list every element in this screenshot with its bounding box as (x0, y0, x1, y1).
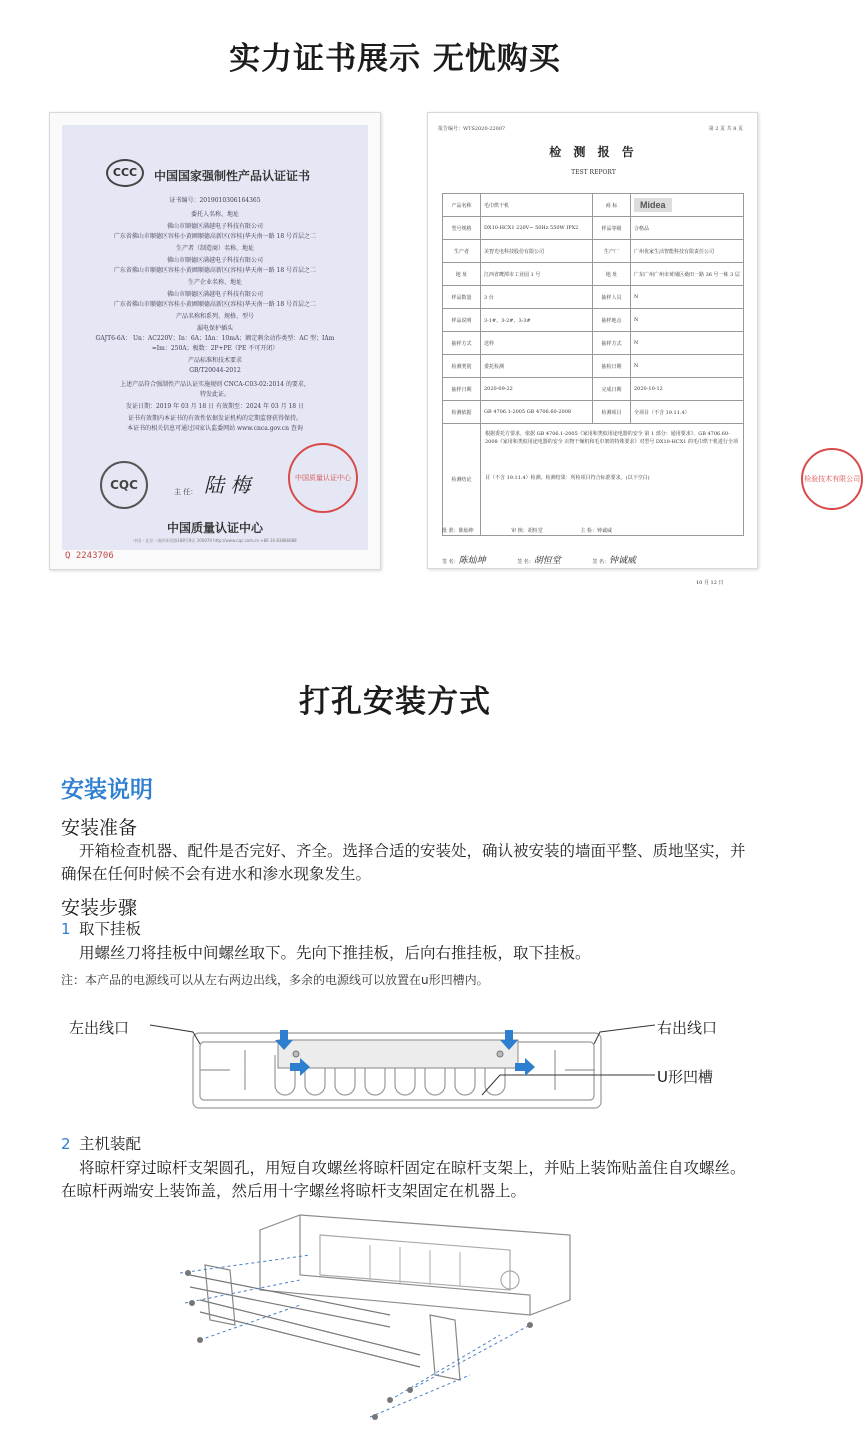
approve-label: 批 准： (442, 528, 459, 534)
certificate-line: 广东省佛山市顺德区容桂小黄圃顺德高新区(容桂)华天南一路 18 号首层之二 (113, 267, 317, 274)
certificate-paper (62, 125, 368, 550)
certificate-line: GB/T20044-2012 (189, 367, 241, 374)
step1-title: 取下挂板 (79, 920, 142, 938)
prep-text: 开箱检查机器、配件是否完好、齐全。选择合适的安装处，确认被安装的墙面平整、质地坚实，并确保在任何时候不会有进水和渗水现象发生。 (61, 842, 746, 883)
install-note: 注：本产品的电源线可以从左右两边出线，多余的电源线可以放置在u形凹槽内。 (61, 973, 489, 987)
review-name: 胡恒堂 (527, 528, 543, 534)
ccc-certificate-image (49, 112, 381, 570)
report-row (443, 401, 744, 424)
certificate-line: 产品标准和技术要求 (187, 357, 242, 364)
report-field-label: 样品等级 (593, 217, 631, 240)
approve-name: 陈灿坤 (458, 528, 474, 534)
main-name: 钟诚威 (597, 528, 613, 534)
brand-logo: Midea (634, 198, 672, 212)
certificate-serial: Q 2243706 (65, 551, 114, 561)
certificate-line: GAJT6-6A： Un：AC220V；In：6A；IΔn：10mA；额定剩余动作类型：AC 型；IΔm (95, 335, 335, 342)
report-field-label: 地 址 (443, 263, 481, 286)
callout-right-outlet: 右出线口 (657, 1019, 718, 1037)
report-field-value (631, 194, 744, 217)
report-field-label: 抽检日期 (593, 355, 631, 378)
report-number: 报告编号：WTS2020-22007 (438, 126, 506, 132)
steps-heading: 安装步骤 (61, 897, 138, 919)
assembly-diagram (170, 1205, 590, 1427)
certificate-line: 生产者（制造商）名称、地址 (175, 245, 254, 252)
report-row (443, 263, 744, 286)
certificate-footer: 中国・北京・南四环西路188号9区 100070 http://www.cqc.com.cn +86 10 83886688 (133, 538, 297, 543)
report-field-value: 合格品 (631, 217, 744, 240)
report-field-label: 产品名称 (443, 194, 481, 217)
report-field-value: 3 台 (481, 286, 593, 309)
report-row (443, 286, 744, 309)
certificate-line: =Im：250A；极数：2P+PE（PE 不可开闭） (151, 345, 279, 352)
report-field-label: 商 标 (593, 194, 631, 217)
report-field-value: 广州优家生活智能科技有限责任公司 (631, 240, 744, 263)
prep-heading: 安装准备 (61, 817, 138, 839)
report-row (443, 378, 744, 401)
leader-right (594, 1025, 655, 1044)
report-field-value: 委托检测 (481, 355, 593, 378)
report-field-value: 送样 (481, 332, 593, 355)
certificate-line: 佛山市顺德区满越电子科技有限公司 (166, 257, 263, 264)
certificate-line: 发证日期：2019 年 03 月 18 日 有效期至：2024 年 03 月 18 日 (125, 403, 305, 410)
certificate-line: 广东省佛山市顺德区容桂小黄圃顺德高新区(容桂)华天南一路 18 号首层之二 (113, 301, 317, 308)
report-field-label: 地 址 (593, 263, 631, 286)
step2-title: 主机装配 (79, 1135, 142, 1153)
report-field-value: 毛巾烘干机 (481, 194, 593, 217)
signature-1: 陈灿坤 (458, 556, 486, 566)
report-field-value: DX10-HCX1 220V~ 50Hz 550W IPX2 (481, 217, 593, 240)
screw-icon (185, 1270, 191, 1276)
rod-bracket-right (430, 1315, 460, 1380)
main-label: 主 检： (580, 528, 597, 534)
certificate-title: 中国国家强制性产品认证证书 (154, 169, 311, 183)
report-field-value: 3-1#、3-2#、3-3# (481, 309, 593, 332)
screw-icon (407, 1387, 413, 1393)
report-field-label: 样品数量 (443, 286, 481, 309)
certificate-line: 本证书的相关信息可通过国家认监委网站 www.cnca.gov.cn 查询 (127, 425, 303, 432)
report-field-label: 抽样方式 (593, 332, 631, 355)
sign-label-3: 签 名： (592, 559, 609, 565)
heater-body (260, 1215, 570, 1315)
report-title: 检 测 报 告 (549, 145, 638, 159)
report-date: 10 月 12 日 (696, 579, 724, 586)
step1-text: 用螺丝刀将挂板中间螺丝取下。先向下推挂板，后向右推挂板，取下挂板。 (79, 944, 591, 962)
report-field-label: 抽样方式 (443, 332, 481, 355)
signature-2: 胡恒堂 (533, 556, 561, 566)
report-field-value: 广东广州广州市黄埔区桑田一路 36 号一栋 3 层 (631, 263, 744, 286)
issuing-organization: 中国质量认证中心 (166, 521, 263, 535)
section-title-certificates: 实力证书展示 无忧购买 (229, 41, 561, 77)
certificate-line: 佛山市顺德区满越电子科技有限公司 (166, 291, 263, 298)
certificate-line: 证书有效期内本证书的有效性依据发证机构的定期监督获得保持。 (127, 415, 302, 422)
report-field-value: 2020-10-12 (631, 378, 744, 401)
report-field-value: 江西省鹰潭市工业园 1 号 (481, 263, 593, 286)
signature-3: 钟诚威 (609, 556, 637, 566)
report-field-label: 生产者 (443, 240, 481, 263)
screw-icon (527, 1322, 533, 1328)
certificate-line: 委托人名称、地址 (190, 211, 239, 218)
report-page: 第 2 页 共 8 页 (708, 126, 743, 132)
wall-plate-diagram (0, 1010, 790, 1120)
report-field-value: N (631, 355, 744, 378)
install-heading: 安装说明 (61, 777, 153, 803)
screw-icon (387, 1397, 393, 1403)
screw-icon (372, 1414, 378, 1420)
cqc-logo: CQC (100, 461, 148, 509)
report-field-label: 样品说明 (443, 309, 481, 332)
conclusion-text: 根据委托方要求，依据 GB 4706.1-2005《家用和类似用途电器的安全 第 1 部分：通用要求》、GB 4706.60-2008《家用和类似用途电器的安全 衣物干燥机和毛巾架的特殊要求》对型号 DX10-HCX1 的毛巾烘干机进行全项目（不含 19.11.4）检测。检测结果：所检项目符合标准要求。(以下空白) (485, 431, 739, 481)
director-label: 主 任： (174, 488, 198, 496)
approval-row (442, 527, 612, 534)
report-field-value: 全项目（不含 19.11.4） (631, 401, 744, 424)
conclusion-label: 检测结论 (443, 424, 481, 536)
report-subtitle: TEST REPORT (571, 169, 616, 176)
hanging-plate (278, 1040, 518, 1068)
certificate-seal: 中国质量认证中心 (288, 443, 358, 513)
report-field-label: 抽样地点 (593, 309, 631, 332)
sign-label-2: 签 名： (517, 559, 534, 565)
certificate-number: 证书编号：2019010306164365 (169, 197, 261, 204)
report-field-label: 检测项目 (593, 401, 631, 424)
certificate-line: 漏电保护插头 (196, 325, 233, 332)
director-signature: 陆 梅 (204, 473, 251, 497)
report-conclusion-row (443, 424, 744, 536)
leader-u (482, 1075, 655, 1095)
step2-number: 2 (61, 1135, 71, 1153)
report-field-value: N (631, 286, 744, 309)
report-field-label: 完成日期 (593, 378, 631, 401)
drying-rod-upper (190, 1275, 390, 1327)
report-row (443, 355, 744, 378)
report-field-label: 抽样日期 (443, 378, 481, 401)
report-row (443, 309, 744, 332)
screw-icon (197, 1337, 203, 1343)
report-field-label: 检测依据 (443, 401, 481, 424)
certificate-line: 广东省佛山市顺德区容桂小黄圃顺德高新区(容桂)华天南一路 18 号首层之二 (113, 233, 317, 240)
certificate-line: 产品名称和系列、规格、型号 (175, 313, 254, 320)
certificate-line: 特发此证。 (199, 391, 230, 398)
report-field-value: 美智光电科技股份有限公司 (481, 240, 593, 263)
report-field-label: 检测类别 (443, 355, 481, 378)
drying-rod-lower (200, 1300, 420, 1367)
report-seal: 检验技术有限公司 (801, 448, 863, 510)
report-field-value: N (631, 332, 744, 355)
certificate-line: 上述产品符合强制性产品认证实施规则 CNCA-C03-02:2014 的要求， (120, 381, 310, 388)
report-field-label: 抽样人员 (593, 286, 631, 309)
report-row (443, 217, 744, 240)
callout-left-outlet: 左出线口 (69, 1019, 130, 1037)
report-field-value: GB 4706.1-2005 GB 4706.60-2008 (481, 401, 593, 424)
step2-text: 将晾杆穿过晾杆支架圆孔，用短自攻螺丝将晾杆固定在晾杆支架上，并贴上装饰贴盖住自攻螺丝。在晾杆两端安上装饰盖，然后用十字螺丝将晾杆支架固定在机器上。 (61, 1159, 746, 1200)
report-field-label: 生产厂 (593, 240, 631, 263)
report-field-value: 2020-09-22 (481, 378, 593, 401)
ccc-logo: CCC (106, 159, 144, 187)
signature-row (442, 553, 636, 566)
sign-label-1: 签 名： (442, 559, 459, 565)
review-label: 审 核： (511, 528, 528, 534)
report-row (443, 332, 744, 355)
report-field-label: 型号规格 (443, 217, 481, 240)
certificate-line: 佛山市顺德区满越电子科技有限公司 (166, 223, 263, 230)
report-field-value: N (631, 309, 744, 332)
screw-icons (185, 1270, 533, 1420)
test-report-image (427, 112, 861, 586)
callout-u-groove: U形凹槽 (657, 1068, 713, 1086)
step1-number: 1 (61, 920, 71, 938)
certificate-line: 生产企业名称、地址 (187, 279, 242, 286)
report-row (443, 194, 744, 217)
section-title-install: 打孔安装方式 (299, 684, 491, 720)
screw-icon (189, 1300, 195, 1306)
report-row (443, 240, 744, 263)
